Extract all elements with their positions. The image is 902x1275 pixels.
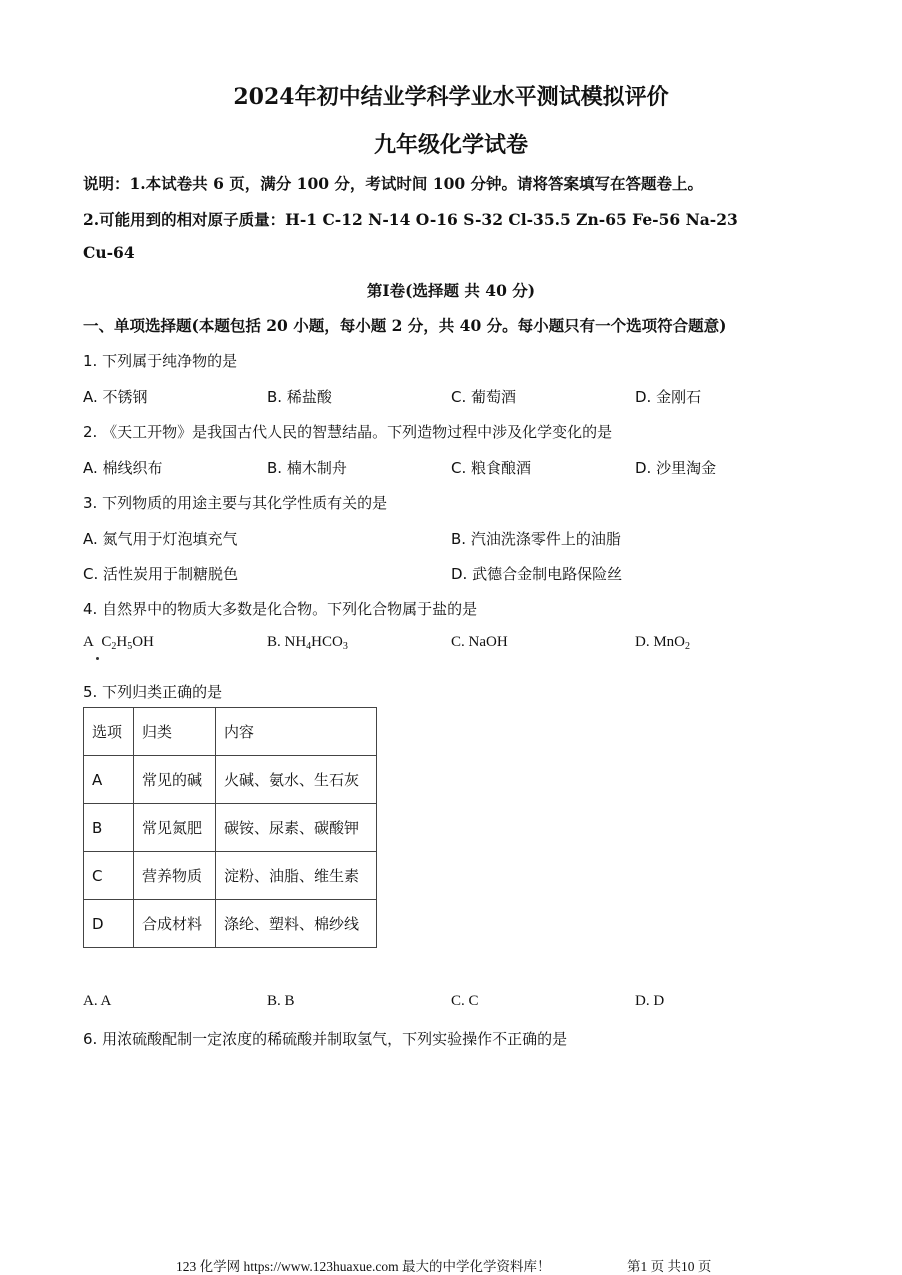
table-row [84,804,377,852]
question-4-option-d [635,634,690,652]
table-row [84,900,377,948]
formula-subscript: 3 [342,641,348,652]
formula-part: C [101,634,112,650]
table-cell: 淀粉、油脂、维生素 [216,852,377,900]
exam-title: 2024年初中结业学科学业水平测试模拟评价 [233,84,669,110]
question-4-option-c: C. NaOH [451,634,508,650]
atomic-mass-line: 2.可能用到的相对原子质量：H-1 C-12 N-14 O-16 S-32 Cl-35.5 Zn-65 Fe-56 Na-23 [83,210,738,229]
formula-part: D. MnO [635,634,686,650]
table-cell: 常见氮肥 [134,804,216,852]
question-1-option-d: D. 金刚石 [635,388,702,406]
formula-subscript: 2 [111,641,117,652]
question-1-option-b: B. 稀盐酸 [267,388,332,406]
question-1-stem: 1. 下列属于纯净物的是 [83,352,238,370]
table-cell: B [84,804,134,852]
table-cell: 营养物质 [134,852,216,900]
instructions-line-1: 说明：1.本试卷共 6 页，满分 100 分，考试时间 100 分钟。请将答案填写在答题卷上。 [83,174,704,193]
question-4-stem: 4. 自然界中的物质大多数是化合物。下列化合物属于盐的是 [83,600,478,618]
question-5-option-d: D. D [635,993,665,1009]
table-row [84,756,377,804]
question-5-option-a: A. A [83,993,112,1009]
formula-subscript: 5 [127,641,133,652]
formula-subscript: 4 [306,641,312,652]
question-1-option-a: A. 不锈钢 [83,388,148,406]
table-header-row [84,708,377,756]
question-5-option-c: C. C [451,993,479,1009]
table-header-cell: 归类 [134,708,216,756]
option-dot-mark [96,657,99,660]
table-cell: D [84,900,134,948]
question-3-option-b: B. 汽油洗涤零件上的油脂 [451,530,621,548]
table-cell: 常见的碱 [134,756,216,804]
question-2-option-d: D. 沙里淘金 [635,459,717,477]
question-5-stem: 5. 下列归类正确的是 [83,683,223,701]
footer-page-number: 第1 页 共10 页 [627,1259,712,1274]
question-2-stem: 2. 《天工开物》是我国古代人民的智慧结晶。下列造物过程中涉及化学变化的是 [83,423,613,441]
table-cell: A [84,756,134,804]
question-2-option-a: A. 棉线织布 [83,459,163,477]
option-letter: A [83,634,94,650]
table-header-cell: 内容 [216,708,377,756]
question-2-option-c: C. 粮食酿酒 [451,459,532,477]
formula-subscript: 2 [685,641,691,652]
table-header-cell: 选项 [84,708,134,756]
formula-part: HCO [311,634,343,650]
table-cell: 合成材料 [134,900,216,948]
question-3-stem: 3. 下列物质的用途主要与其化学性质有关的是 [83,494,388,512]
atomic-mass-line-2: Cu-64 [83,243,135,262]
footer-site-text: 123 化学网 https://www.123huaxue.com 最大的中学化学资料库！ [176,1259,551,1274]
question-4-option-b [267,634,348,652]
question-3-option-c: C. 活性炭用于制糖脱色 [83,565,239,583]
question-1-option-c: C. 葡萄酒 [451,388,517,406]
table-cell: 碳铵、尿素、碳酸钾 [216,804,377,852]
question-5-option-b: B. B [267,993,295,1009]
table-cell: 火碱、氨水、生石灰 [216,756,377,804]
table-cell: C [84,852,134,900]
formula-part: H [116,634,128,650]
volume-heading: 第Ⅰ卷(选择题 共 40 分) [366,281,536,300]
table-row [84,852,377,900]
formula-part: B. NH [267,634,307,650]
question-6-stem: 6. 用浓硫酸配制一定浓度的稀硫酸并制取氢气，下列实验操作不正确的是 [83,1030,568,1048]
question-2-option-b: B. 楠木制舟 [267,459,347,477]
question-3-option-d: D. 武德合金制电路保险丝 [451,565,623,583]
exam-subtitle: 九年级化学试卷 [373,132,528,158]
question-4-option-a [83,634,154,652]
classification-table [83,707,377,948]
formula-part: OH [132,634,154,650]
question-3-option-a: A. 氮气用于灯泡填充气 [83,530,238,548]
section-heading: 一、单项选择题(本题包括 20 小题，每小题 2 分，共 40 分。每小题只有一个选项符合题意) [83,316,727,335]
table-cell: 涤纶、塑料、棉纱线 [216,900,377,948]
